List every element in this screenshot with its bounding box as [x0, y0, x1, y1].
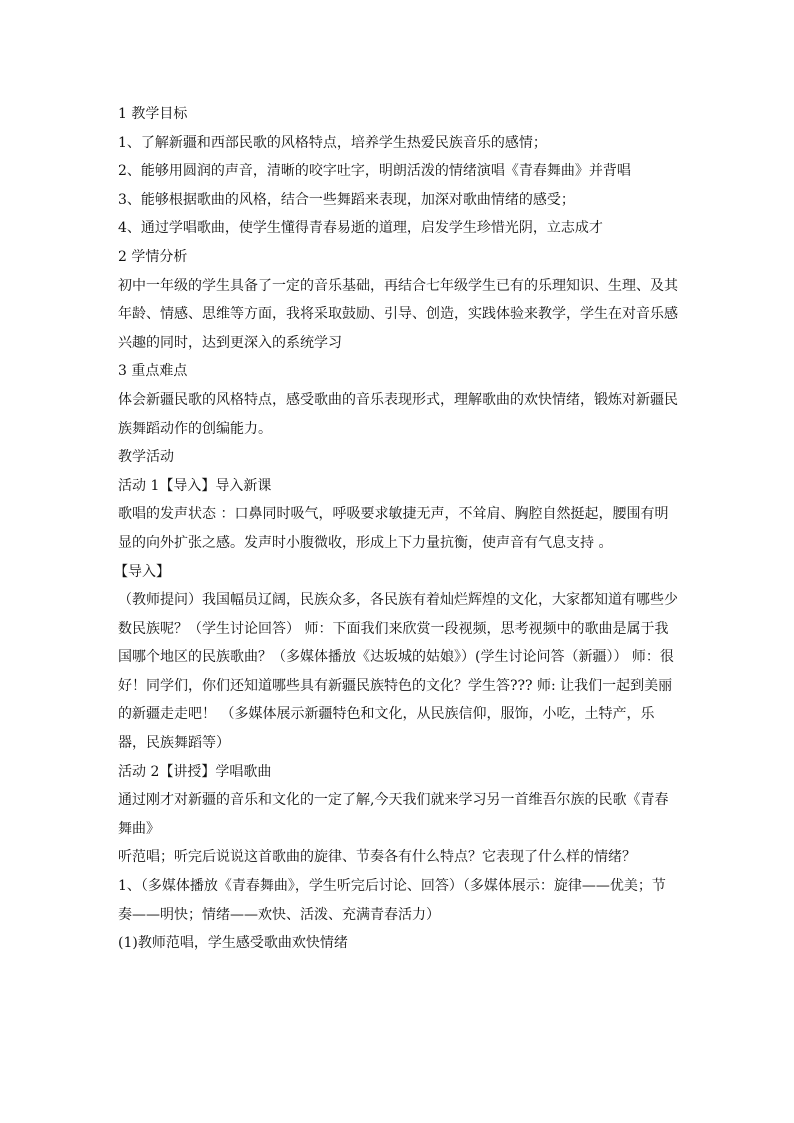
listen-item-1: 1、（多媒体播放《青春舞曲》，学生听完后讨论、回答）（多媒体展示：旋律——优美；节奏——明快；情绪——欢快、活泼、充满青春活力） — [118, 878, 666, 923]
activities-title: 教学活动 — [118, 449, 174, 466]
objective-item-4: 4、通过学唱歌曲，使学生懂得青春易逝的道理，启发学生珍惜光阴，立志成才 — [118, 220, 603, 237]
activity-2-text: 通过刚才对新疆的音乐和文化的一定了解,今天我们就来学习另一首维吾尔族的民歌《青春舞曲》 — [118, 792, 669, 837]
activity-1-title: 活动 1【导入】导入新课 — [118, 477, 272, 494]
activity-2-title: 活动 2【讲授】学唱歌曲 — [118, 763, 272, 780]
listen-item-2: (1)教师范唱，学生感受歌曲欢快情绪 — [118, 935, 348, 952]
activity-1-text: 歌唱的发声状态 ：口鼻同时吸气，呼吸要求敏捷无声，不耸肩、胸腔自然挺起，腰围有明显的向外扩张之感。发声时小腹微收，形成上下力量抗衡，使声音有气息支持 。 — [118, 506, 669, 551]
section-2-title: 2 学情分析 — [118, 248, 188, 265]
listen-text: 听范唱；听完后说说这首歌曲的旋律、节奏各有什么特点？它表现了什么样的情绪？ — [118, 849, 636, 866]
section-1-title: 1 教学目标 — [118, 106, 188, 122]
document-page — [114, 100, 678, 958]
objective-item-1: 1、了解新疆和西部民歌的风格特点，培养学生热爱民族音乐的感情； — [118, 134, 547, 151]
section-3-text: 体会新疆民歌的风格特点，感受歌曲的音乐表现形式，理解歌曲的欢快情绪，锻炼对新疆民族舞蹈动作的创编能力。 — [118, 391, 678, 437]
intro-label: 【导入】 — [114, 563, 170, 580]
intro-text: （教师提问）我国幅员辽阔，民族众多，各民族有着灿烂辉煌的文化，大家都知道有哪些少数民族呢？（学生讨论回答） 师：下面我们来欣赏一段视频，思考视频中的歌曲是属于我国哪个地区的民族歌曲？（多媒体播放《达坂城的姑娘》）(学生讨论问答（新疆）） 师：很好！同学们，你们还知道哪些具有新疆民族特色的文化？学生答??? 师: 让我们一起到美丽的新疆走走吧！ （多媒体展示新疆特色和文化，从民族信仰，服饰，小吃，土特产，乐器，民族舞蹈等） — [118, 592, 678, 752]
objective-item-2: 2、能够用圆润的声音，清晰的咬字吐字，明朗活泼的情绪演唱《青春舞曲》并背唱 — [118, 163, 631, 180]
section-2-text: 初中一年级的学生具备了一定的音乐基础，再结合七年级学生已有的乐理知识、生理、及其年龄、情感、思维等方面，我将采取鼓励、引导、创造，实践体验来教学，学生在对音乐感兴趣的同时，达到更深入的系统学习 — [118, 277, 678, 351]
section-3-title: 3 重点难点 — [118, 363, 188, 380]
objective-item-3: 3、能够根据歌曲的风格，结合一些舞蹈来表现，加深对歌曲情绪的感受； — [118, 191, 575, 208]
